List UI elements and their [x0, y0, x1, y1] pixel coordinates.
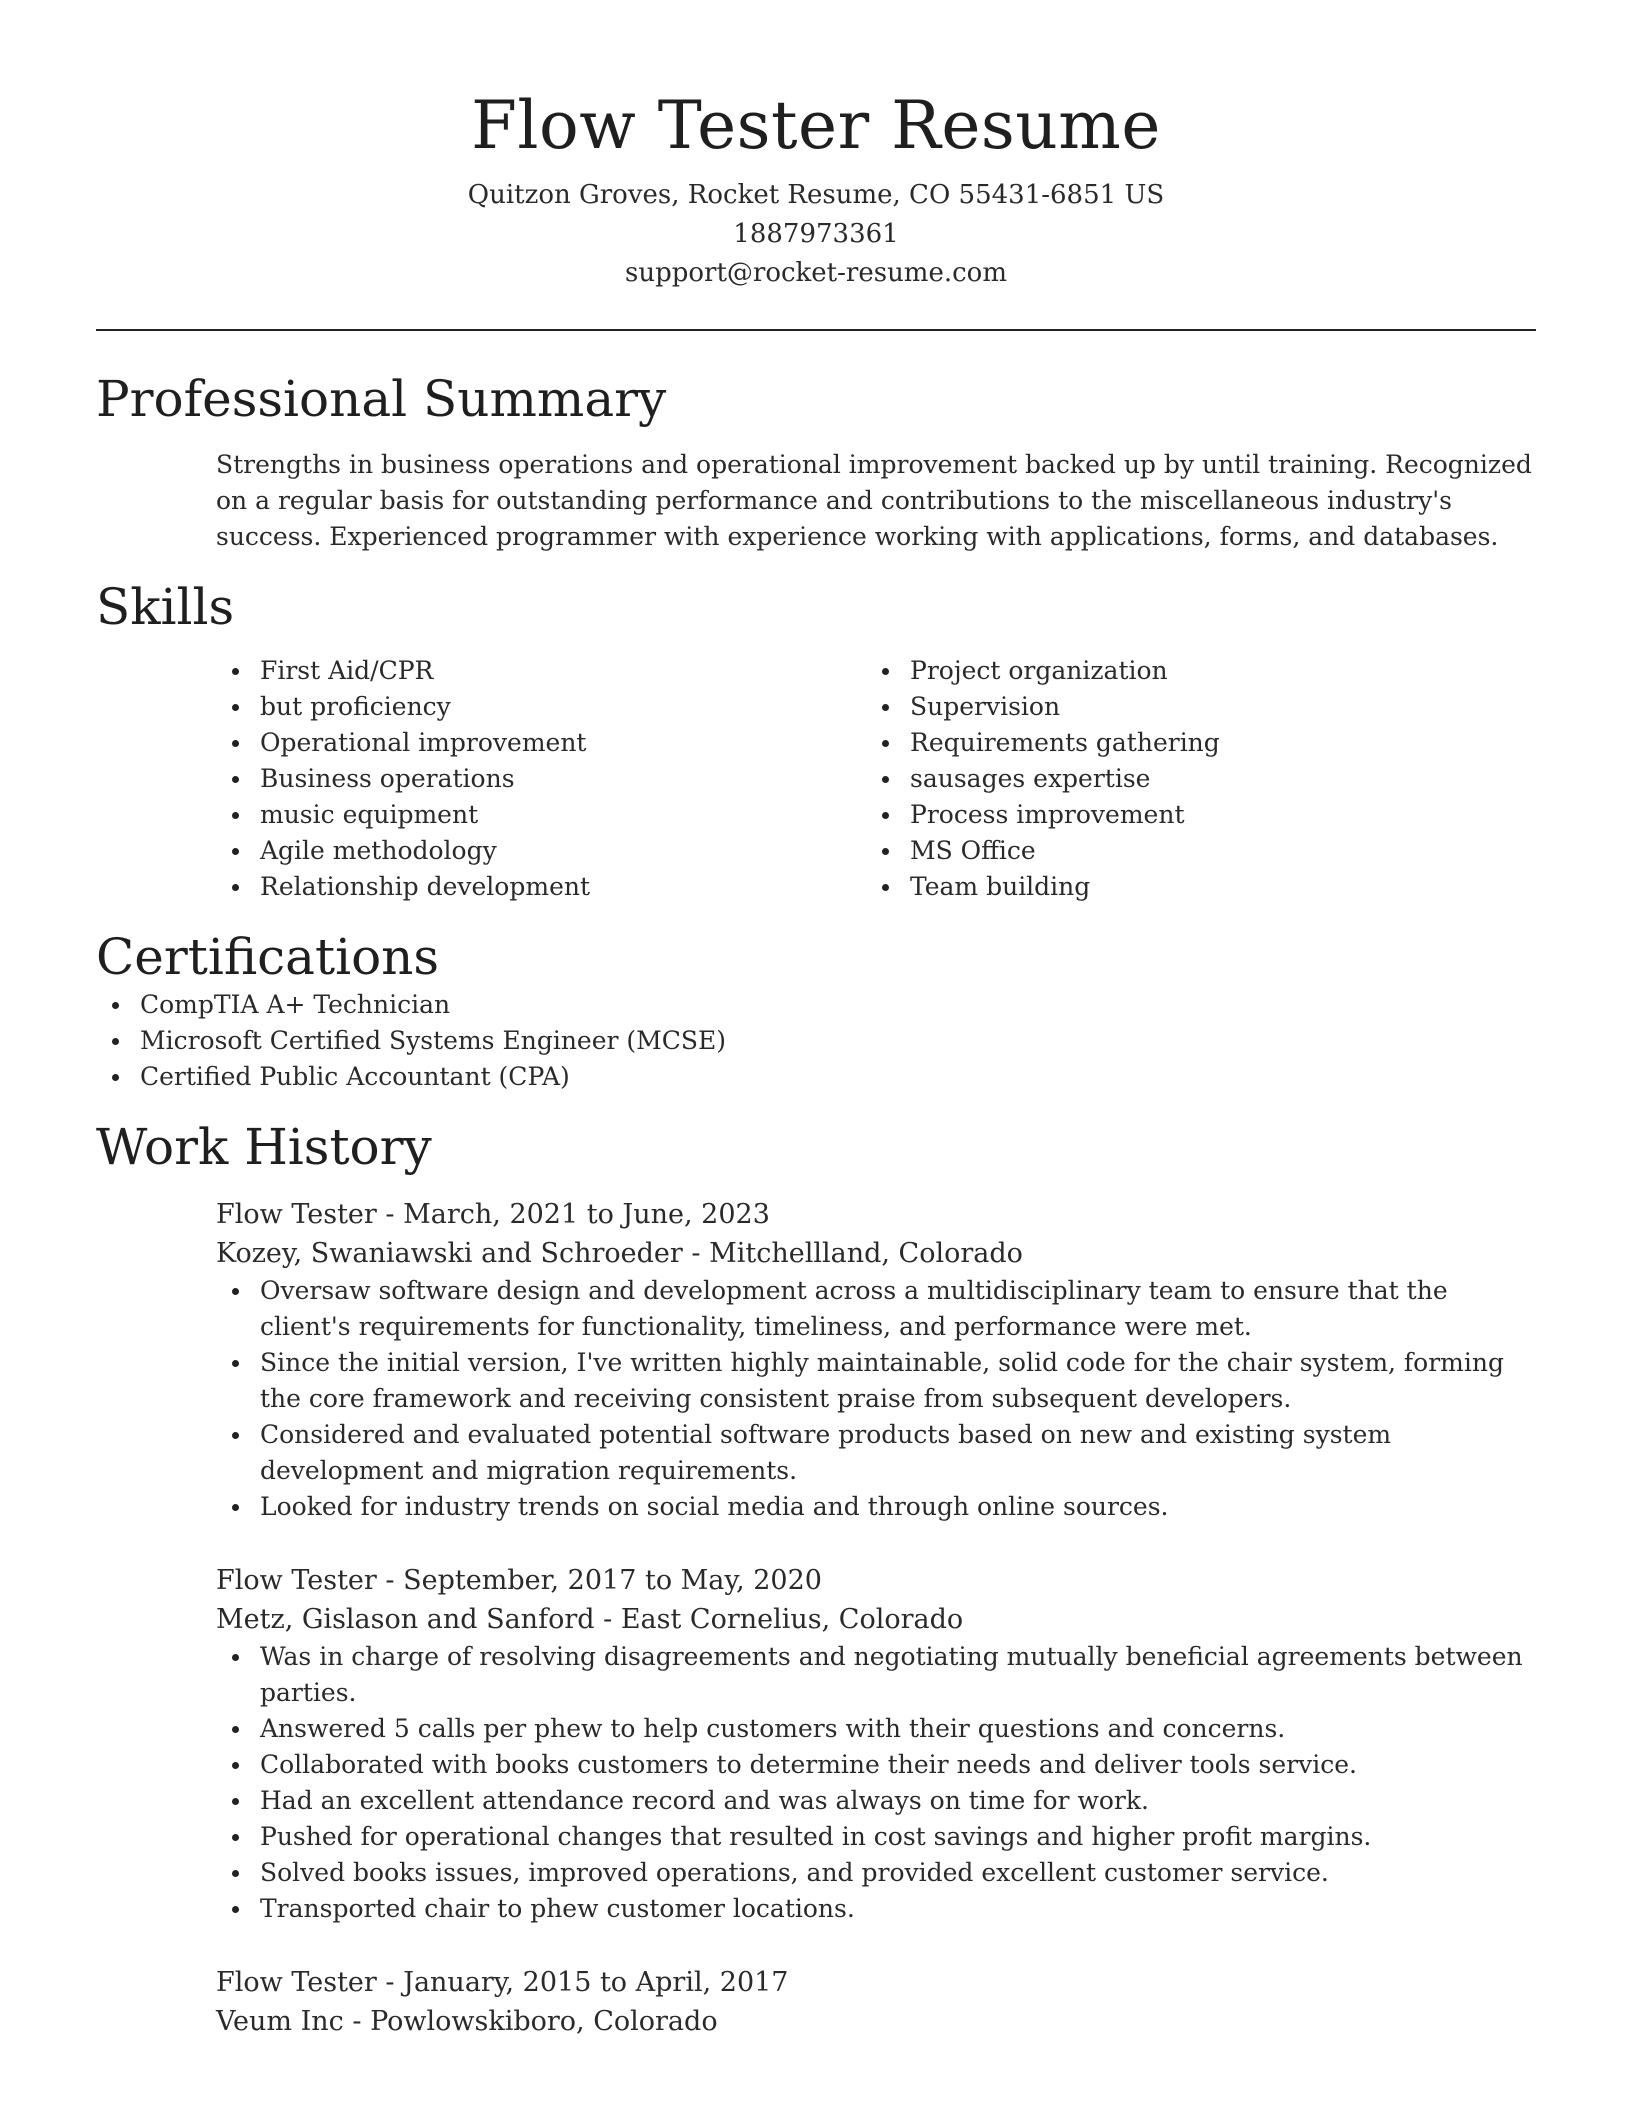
- skills-list-left: [216, 653, 866, 905]
- job-company: Kozey, Swaniawski and Schroeder: [216, 1238, 683, 1269]
- skill-item: First Aid/CPR: [216, 653, 866, 689]
- skill-item: but proficiency: [216, 689, 866, 725]
- job-entry: [216, 1195, 1536, 1525]
- job-dates: September, 2017 to May, 2020: [403, 1565, 822, 1596]
- skills-list-right: [866, 653, 1516, 905]
- job-title-line: [216, 1963, 1536, 2002]
- certification-item: CompTIA A+ Technician: [96, 987, 1536, 1023]
- summary-heading: Professional Summary: [96, 370, 667, 428]
- job-bullet: Transported chair to phew customer locations.: [216, 1891, 1536, 1927]
- job-bullet: Oversaw software design and development across a multidisciplinary team to ensure that the client's requirements for functionality, timeliness, and performance were met.: [216, 1273, 1536, 1345]
- skills-section: [96, 577, 1536, 905]
- contact-email: support@rocket-resume.com: [624, 258, 1007, 288]
- skill-item: Business operations: [216, 761, 866, 797]
- certification-item: Certified Public Accountant (CPA): [96, 1059, 1536, 1095]
- job-bullet: Had an excellent attendance record and was always on time for work.: [216, 1783, 1536, 1819]
- job-company: Metz, Gislason and Sanford: [216, 1604, 595, 1635]
- job-bullet: Solved books issues, improved operations, and provided excellent customer service.: [216, 1855, 1536, 1891]
- certifications-heading: Certifications: [96, 928, 440, 986]
- job-title: Flow Tester: [216, 1967, 377, 1998]
- skill-item: Operational improvement: [216, 725, 866, 761]
- job-separator: -: [385, 1199, 404, 1230]
- job-bullet: Looked for industry trends on social media and through online sources.: [216, 1489, 1536, 1525]
- work-history-section: [96, 1117, 1536, 2041]
- job-company-line: [216, 1234, 1536, 1273]
- job-bullet: Collaborated with books customers to determine their needs and deliver tools service.: [216, 1747, 1536, 1783]
- job-company: Veum Inc: [216, 2006, 344, 2037]
- skills-grid: [216, 653, 1536, 905]
- job-dates: January, 2015 to April, 2017: [403, 1967, 789, 1998]
- job-title-line: [216, 1561, 1536, 1600]
- job-title-line: [216, 1195, 1536, 1234]
- skills-column-left: [216, 653, 866, 905]
- job-location: Mitchellland, Colorado: [709, 1238, 1023, 1269]
- skill-item: Agile methodology: [216, 833, 866, 869]
- skill-item: Project organization: [866, 653, 1516, 689]
- job-title: Flow Tester: [216, 1199, 377, 1230]
- job-bullet: Was in charge of resolving disagreements and negotiating mutually beneficial agreements between parties.: [216, 1639, 1536, 1711]
- job-bullet: Answered 5 calls per phew to help customers with their questions and concerns.: [216, 1711, 1536, 1747]
- job-entry: [216, 1963, 1536, 2041]
- job-bullets: [216, 1273, 1536, 1525]
- summary-section: [96, 369, 1536, 555]
- job-location: East Cornelius, Colorado: [620, 1604, 964, 1635]
- job-separator: -: [352, 2006, 371, 2037]
- skill-item: Team building: [866, 869, 1516, 905]
- job-dates: March, 2021 to June, 2023: [403, 1199, 770, 1230]
- resume-title: Flow Tester Resume: [471, 87, 1161, 164]
- job-company-line: [216, 2002, 1536, 2041]
- contact-block: [96, 176, 1536, 293]
- job-bullet: Considered and evaluated potential software products based on new and existing system development and migration requirements.: [216, 1417, 1536, 1489]
- job-bullet: Pushed for operational changes that resulted in cost savings and higher profit margins.: [216, 1819, 1536, 1855]
- skill-item: Relationship development: [216, 869, 866, 905]
- contact-phone: 1887973361: [733, 219, 899, 249]
- certifications-list: [96, 987, 1536, 1095]
- skill-item: sausages expertise: [866, 761, 1516, 797]
- resume-header: [96, 0, 1536, 293]
- skill-item: MS Office: [866, 833, 1516, 869]
- skills-column-right: [866, 653, 1516, 905]
- skill-item: Process improvement: [866, 797, 1516, 833]
- job-location: Powlowskiboro, Colorado: [370, 2006, 718, 2037]
- job-separator: -: [691, 1238, 710, 1269]
- work-history-heading: Work History: [96, 1118, 432, 1176]
- skill-item: music equipment: [216, 797, 866, 833]
- job-bullet: Since the initial version, I've written highly maintainable, solid code for the chair system, forming the core framework and receiving consistent praise from subsequent developers.: [216, 1345, 1536, 1417]
- skill-item: Supervision: [866, 689, 1516, 725]
- summary-text: Strengths in business operations and operational improvement backed up by until training. Recognized on a regular basis for outstanding performance and contributions to the miscellaneous industry's success. Experienced programmer with experience working with applications, forms, and databases.: [216, 450, 1532, 551]
- skill-item: Requirements gathering: [866, 725, 1516, 761]
- contact-address: Quitzon Groves, Rocket Resume, CO 55431-6851 US: [467, 180, 1165, 210]
- job-entry: [216, 1561, 1536, 1927]
- job-title: Flow Tester: [216, 1565, 377, 1596]
- skills-heading: Skills: [96, 578, 235, 636]
- job-bullets: [216, 1639, 1536, 1927]
- certification-item: Microsoft Certified Systems Engineer (MCSE): [96, 1023, 1536, 1059]
- job-company-line: [216, 1600, 1536, 1639]
- job-separator: -: [603, 1604, 621, 1635]
- header-divider: [96, 329, 1536, 331]
- job-separator: -: [385, 1565, 404, 1596]
- certifications-section: [96, 927, 1536, 1095]
- job-separator: -: [385, 1967, 404, 1998]
